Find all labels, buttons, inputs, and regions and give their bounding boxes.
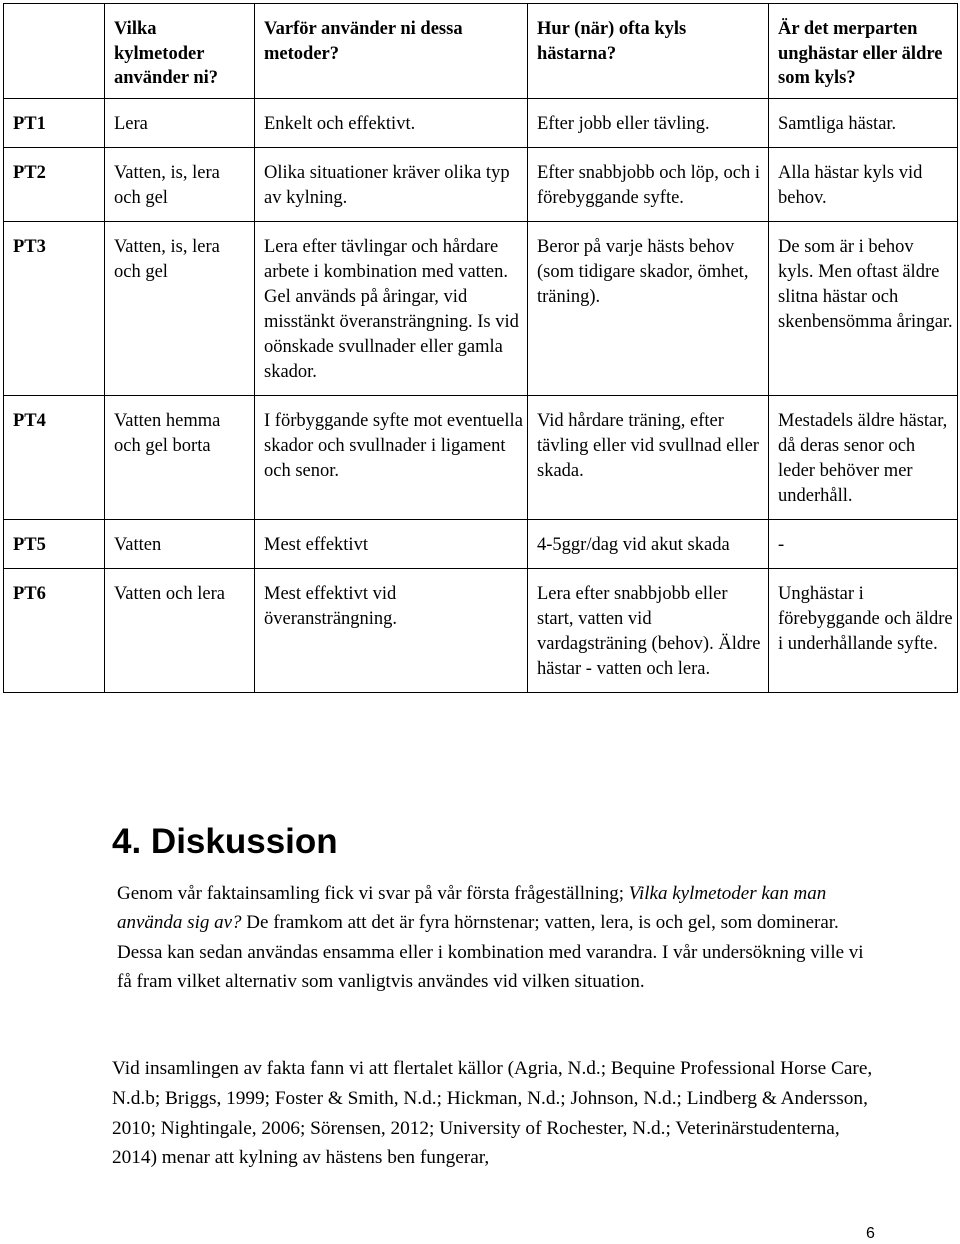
cell-frequency: Efter jobb eller tävling. (528, 98, 769, 147)
cell-reason: Olika situationer kräver olika typ av kylning. (255, 147, 528, 221)
discussion-paragraph-1 (117, 879, 877, 997)
table-row (4, 98, 958, 147)
cell-frequency: 4-5ggr/dag vid akut skada (528, 519, 769, 568)
cell-frequency: Lera efter snabbjobb eller start, vatten vid vardagsträning (behov). Äldre hästar - vatten och lera. (528, 568, 769, 692)
header-cell-reasons: Varför använder ni dessa metoder? (255, 4, 528, 99)
row-label: PT2 (4, 147, 105, 221)
cell-horse-age: Samtliga hästar. (769, 98, 958, 147)
page-number: 6 (866, 1225, 875, 1242)
cell-horse-age: - (769, 519, 958, 568)
section-heading: 4. Diskussion (112, 822, 338, 861)
cell-horse-age: De som är i behov kyls. Men oftast äldre slitna hästar och skenbensömma åringar. (769, 221, 958, 395)
header-cell-frequency: Hur (när) ofta kyls hästarna? (528, 4, 769, 99)
cell-method: Lera (105, 98, 255, 147)
cell-frequency: Efter snabbjobb och löp, och i förebyggande syfte. (528, 147, 769, 221)
row-label: PT4 (4, 395, 105, 519)
header-cell-empty (4, 4, 105, 99)
cell-horse-age: Unghästar i förebyggande och äldre i underhållande syfte. (769, 568, 958, 692)
row-label: PT3 (4, 221, 105, 395)
cell-reason: Mest effektivt (255, 519, 528, 568)
table-row (4, 221, 958, 395)
table-row (4, 519, 958, 568)
research-question: Vilka kylmetoder kan man använda sig av? (117, 883, 827, 934)
survey-table (3, 3, 958, 693)
paragraph-text: Genom vår faktainsamling fick vi svar på vår första frågeställning; (117, 883, 629, 904)
cell-method: Vatten, is, lera och gel (105, 221, 255, 395)
cell-method: Vatten, is, lera och gel (105, 147, 255, 221)
table-header-row (4, 4, 958, 99)
cell-method: Vatten hemma och gel borta (105, 395, 255, 519)
row-label: PT1 (4, 98, 105, 147)
table-row (4, 147, 958, 221)
table-row (4, 395, 958, 519)
cell-reason: Lera efter tävlingar och hårdare arbete i kombination med vatten. Gel används på åringar, vid misstänkt överansträngning. Is vid oönskade svullnader eller gamla skador. (255, 221, 528, 395)
cell-horse-age: Alla hästar kyls vid behov. (769, 147, 958, 221)
row-label: PT6 (4, 568, 105, 692)
cell-horse-age: Mestadels äldre hästar, då deras senor och leder behöver mer underhåll. (769, 395, 958, 519)
paragraph-text: De framkom att det är fyra hörnstenar; vatten, lera, is och gel, som dominerar. Dessa kan sedan användas ensamma eller i kombination med varandra. I vår undersökning ville vi få fram vilket alternativ som vanligtvis användes vid vilken situation. (117, 912, 864, 993)
cell-method: Vatten (105, 519, 255, 568)
header-cell-methods: Vilka kylmetoder använder ni? (105, 4, 255, 99)
cell-reason: Mest effektivt vid överansträngning. (255, 568, 528, 692)
row-label: PT5 (4, 519, 105, 568)
cell-reason: I förbyggande syfte mot eventuella skador och svullnader i ligament och senor. (255, 395, 528, 519)
cell-method: Vatten och lera (105, 568, 255, 692)
cell-frequency: Beror på varje hästs behov (som tidigare skador, ömhet, träning). (528, 221, 769, 395)
cell-reason: Enkelt och effektivt. (255, 98, 528, 147)
header-cell-horse-age: Är det merparten unghästar eller äldre som kyls? (769, 4, 958, 99)
discussion-paragraph-2: Vid insamlingen av fakta fann vi att flertalet källor (Agria, N.d.; Bequine Professional Horse Care, N.d.b; Briggs, 1999; Foster & Smith, N.d.; Hickman, N.d.; Johnson, N.d.; Lindberg & Andersson, 2010; Nightingale, 2006; Sörensen, 2012; University of Rochester, N.d.; Veterinärstudenterna, 2014) menar att kylning av hästens ben fungerar, (112, 1058, 873, 1169)
cell-frequency: Vid hårdare träning, efter tävling eller vid svullnad eller skada. (528, 395, 769, 519)
table-row (4, 568, 958, 692)
